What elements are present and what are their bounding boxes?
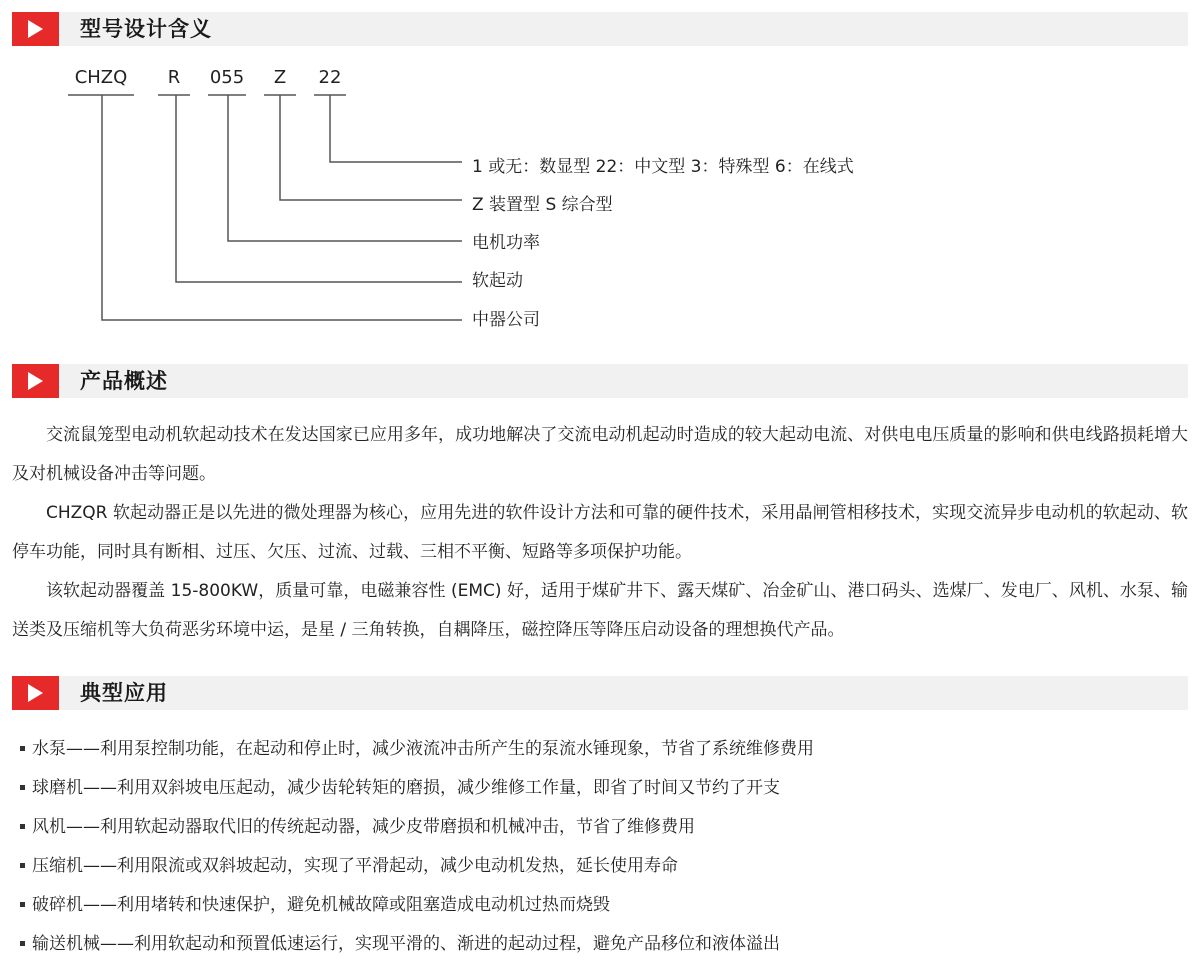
code-part-softstart: R <box>167 67 181 88</box>
leader-type <box>280 95 462 200</box>
bullet-icon <box>20 863 25 868</box>
legend-display: 1 或无：数显型 22：中文型 3：特殊型 6：在线式 <box>472 157 854 177</box>
overview-paragraph-1: 交流鼠笼型电动机软起动技术在发达国家已应用多年，成功地解决了交流电动机起动时造成的较大起动电流、对供电电压质量的影响和供电线路损耗增大及对机械设备冲击等问题。 <box>12 425 1188 484</box>
code-part-company: CHZQ <box>74 67 128 88</box>
section-title-model: 型号设计含义 <box>80 17 212 41</box>
section-header-applications <box>12 676 1188 710</box>
leader-display <box>330 95 462 162</box>
list-item: 输送机械——利用软起动和预置低速运行，实现平滑的、渐进的起动过程，避免产品移位和液体溢出 <box>20 928 814 967</box>
list-item: 球磨机——利用双斜坡电压起动，减少齿轮转矩的磨损，减少维修工作量，即省了时间又节约了开支 <box>20 772 814 811</box>
code-part-type: Z <box>273 67 287 88</box>
leader-power <box>228 95 462 241</box>
bullet-icon <box>20 785 25 790</box>
section-title-applications: 典型应用 <box>80 681 168 705</box>
list-item: 风机——利用软起动器取代旧的传统起动器，减少皮带磨损和机械冲击，节省了维修费用 <box>20 811 814 850</box>
overview-paragraph-2: CHZQR 软起动器正是以先进的微处理器为核心，应用先进的软件设计方法和可靠的硬件技术，采用晶闸管相移技术，实现交流异步电动机的软起动、软停车功能，同时具有断相、过压、欠压、过流、过载、三相不平衡、短路等多项保护功能。 <box>12 503 1188 562</box>
list-item: 破碎机——利用堵转和快速保护，避免机械故障或阻塞造成电动机过热而烧毁 <box>20 889 814 928</box>
bullet-icon <box>20 824 25 829</box>
list-item: 水泵——利用泵控制功能，在起动和停止时，减少液流冲击所产生的泵流水锤现象，节省了系统维修费用 <box>20 733 814 772</box>
bullet-icon <box>20 941 25 946</box>
bullet-icon <box>20 746 25 751</box>
legend-company: 中器公司 <box>472 310 540 330</box>
list-item: 压缩机——利用限流或双斜坡起动，实现了平滑起动，减少电动机发热，延长使用寿命 <box>20 850 814 889</box>
bullet-icon <box>20 902 25 907</box>
play-arrow-icon <box>12 676 59 710</box>
play-arrow-icon <box>12 364 59 398</box>
section-title-overview: 产品概述 <box>80 369 168 393</box>
legend-type: Z 装置型 S 综合型 <box>472 195 613 215</box>
code-part-power: 055 <box>209 67 245 88</box>
section-header-overview <box>12 364 1188 398</box>
overview-paragraph-3: 该软起动器覆盖 15-800KW，质量可靠，电磁兼容性 (EMC) 好，适用于煤矿井下、露天煤矿、冶金矿山、港口码头、选煤厂、发电厂、风机、水泵、输送类及压缩机等大负荷恶劣环境中运，是星 / 三角转换，自耦降压，磁控降压等降压启动设备的理想换代产品。 <box>12 581 1188 640</box>
code-part-display: 22 <box>318 67 342 88</box>
legend-power: 电机功率 <box>472 233 540 253</box>
leader-softstart <box>176 95 462 282</box>
leader-company <box>102 95 462 320</box>
applications-list <box>20 733 814 967</box>
legend-softstart: 软起动 <box>472 271 523 291</box>
